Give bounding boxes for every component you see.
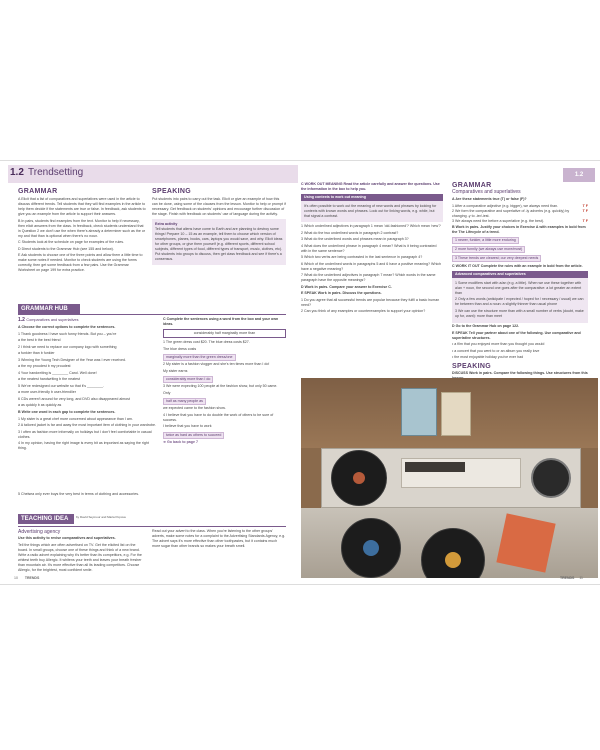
extra-activity-text: Tell students that aliens have come to Earth and are planning to destroy some things! Prepare 10 – 15 as an example, tell them to choose which version of smartphones, planes, books, cars, laptops you would save, and why. Elicit ideas for other groups, or give them yourself (e.g. different sports, different school subjects, different types of food, different types of transport, music, clothes, etc). Put students into groups to discuss, then get class feedback and see if there's a consensus. (155, 227, 283, 261)
record-sleeve-orange (496, 513, 555, 572)
page-tab: 1.2 (563, 168, 595, 182)
exercise-a-item: 2 I think we need to replace our company logo with something (18, 344, 117, 349)
exercise-a-item: 5 We've redesigned our website so that it's ________. (18, 383, 105, 388)
true-false-statement: 1 After a comparative adjective (e.g. bigger), we always need than. (452, 203, 559, 208)
true-false-row (452, 219, 588, 224)
record-label-icon (353, 472, 365, 484)
grammar-note: D Direct students to the Grammar Hub (see 155 and below). (18, 246, 114, 251)
true-false-statement: 2 We form the comparative and superlative of -ly adverbs (e.g. quickly) by changing -y to -ier/-iest. (452, 208, 570, 218)
exercise-b-item: 4 In my opinion, having the right image is every bit as important as saying the right thing. (18, 441, 149, 450)
teaching-idea-subtitle: Advertising agency (18, 529, 61, 535)
exercise-e-title: E SPEAK Work in pairs. Discuss the questions. (301, 291, 382, 295)
exercise-b-item: 2 A tailored jacket is far and away the most important item of clothing in your wardrobe. (18, 423, 157, 427)
exercise-c-prompt: The blue dress costs (163, 346, 197, 351)
left-footer (14, 576, 39, 580)
teaching-idea-right (152, 529, 286, 551)
record-label-icon (363, 540, 379, 556)
teaching-idea-title: TEACHING IDEA (18, 514, 74, 524)
advanced-rule: 2 Only a few words (anticipate / expected / hoped for / necessary / usual) we can be between than and a noun: a slightly thinner than usual phone (455, 297, 584, 306)
exercise-c-item: 4 I believe that you have to do double the work of others to be sure of success. (163, 412, 274, 422)
speaker-icon (531, 458, 571, 498)
grammar-note: B In pairs, students find examples from the text. Monitor to help if necessary, then elicit answers from the class. In feedback, check students understand that in Question 2 we don't use the when there's already a determiner such as the or my and that than is optional when there's no noun. (18, 218, 146, 238)
teaching-idea-text2: Read out your advert to the class. When you're listening to the other groups' adverts, make some notes for a complaint to the Advertising Standards Agency, e.g. The advert says it's more effective than other toothpastes, but it contains much more sugar than other brands so makes your breath smell. (152, 529, 286, 548)
speaking-heading: SPEAKING (152, 188, 191, 195)
speak-title: E SPEAK Tell your partner about one of the following. Use comparative and superlative structures. (452, 330, 581, 340)
right-page-number: 11 (579, 576, 584, 580)
justify-title: B Work in pairs. Justify your choices in Exercise A with examples in bold from the The Lifecycle of a trend. (452, 224, 586, 234)
speak-item: • a concert that you went to or an album you really love (452, 348, 540, 353)
teaching-idea-rule (18, 526, 286, 527)
grammar-note: A Elicit that a list of comparatives and superlatives were used in the article to discuss different trends. Tell students that they will find examples in the article to help them decide if the statements are true or false. In feedback, ask students to give you an example from the article to support their answers. (18, 197, 146, 216)
exercise-c-answer: half as many people as (163, 398, 206, 405)
true-false-row (452, 209, 588, 219)
exercise-e-item: 1 Do you agree that all successful trends are popular because they fulfil a basic human need? (301, 297, 440, 307)
record-sleeve-cream (441, 392, 471, 436)
meaning-question: 5 Which two verbs are being contrasted in the last sentence in paragraph 4? (301, 255, 423, 259)
exercise-b-last (18, 492, 286, 499)
teacher-speaking-notes (152, 188, 286, 265)
true-false-title: A Are these statements true (T) or false (F)? (452, 197, 527, 201)
grammar-heading: GRAMMAR (18, 188, 58, 195)
true-false-statement: 3 We always need the before a superlative (e.g. the best). (452, 218, 545, 223)
grammar-note: C Students look at the schedule on page for examples of the rules. (18, 240, 125, 244)
meaning-question: 3 What do the underlined words and phrases mean in paragraph 3? (301, 237, 409, 241)
exercise-c-prompt: we expected came to the fashion show. (163, 406, 226, 410)
exercise-d-text: D Work in pairs. Compare your answer to Exercise C. (301, 284, 392, 289)
exercise-c-heading: C WORK OUT MEANING Read the article carefully and answer the questions. Use the information in the box to help you. (301, 182, 440, 191)
justify-answer: 1 newer, funkier, a little more enduring (452, 237, 519, 244)
meaning-question: 4 What does the underlined phrase in paragraph 4 mean? What is it being contrasted with in the same sentence? (301, 243, 437, 253)
turntable-photo (301, 378, 598, 578)
arrow-right-icon: ➜ (163, 439, 168, 444)
exercise-a-options: a as quickly b as quickly as (18, 403, 62, 407)
word-box: considerably half marginally more than (163, 329, 286, 338)
speak-item: • the most enjoyable holiday you've ever had (452, 355, 524, 359)
hub-section-heading (18, 317, 158, 323)
go-back-link[interactable] (163, 440, 286, 445)
teaching-idea-left (18, 529, 146, 574)
true-false-answer[interactable]: T F (582, 218, 588, 223)
meaning-box-title: Using contexts to work out meaning (301, 194, 443, 201)
record-sleeve-blue (401, 388, 437, 436)
speaking-text: Put students into pairs to carry out the task. Elicit or give an example of how this can be done, using some of the clauses from the lesson. Monitor to help or prompt if necessary. Get feedback on students' opinions and encourage further discussion of the stage. Finish with feedback on students' use of language during the activity. (152, 197, 286, 216)
advanced-rule: 3 We can use the structure more than with a small number of verbs (doubt, make up for, want): more than meet (455, 308, 584, 318)
exercise-c-title: C Complete the sentences using a word from the box and your own ideas. (163, 317, 279, 326)
left-footer-label: TRENDS (24, 576, 40, 580)
grammar-column (452, 182, 588, 409)
exercise-a-item: 1 Thank goodness I have such funny friends. But you – you're (18, 331, 117, 336)
grammar-hub-right (163, 317, 286, 446)
exercise-c-answer: twice as hard as others to succeed (163, 432, 224, 439)
grammar-hub-link[interactable]: D Go to the Grammar Hub on page 122. (452, 324, 520, 328)
grammar-hub-left (18, 317, 158, 453)
exercise-a-options: a the best b the best friend (18, 338, 61, 342)
speaking-heading-right: SPEAKING (452, 363, 491, 370)
exercise-a-item: 3 Winning the Young Tech Designer of the Year was I ever received. (18, 357, 127, 362)
meaning-box-text: It's often possible to work out the meaning of new words and phrases by looking for contexts with known words and phrases. Look out for linking words, e.g. while, but that signal a contrast. (301, 201, 443, 222)
work-out-meaning-column (301, 182, 443, 316)
discuss-text: DISCUSS Work in pairs. Compare the following things. Use structures from this (452, 371, 588, 375)
extra-activity-box (152, 219, 286, 265)
exercise-c-prompt: My sister earns (163, 368, 188, 373)
teaching-idea-bold: Use this activity to revise comparatives and superlatives. (18, 536, 116, 540)
exercise-c-item: 2 My sister is a fashion vlogger and she's ten times more than I do! (163, 362, 270, 366)
advanced-box (452, 278, 588, 324)
exercise-a-options: a funkier than b funkier (18, 351, 55, 355)
hub-section-number: 1.2 (18, 317, 25, 323)
grammar-note: E Ask students to choose one of the three points and allow them a little time to make some notes if needed. Monitor to check students are using the forms correctly, then get some feedback from a few pairs. Use the Grammar Worksheet on page 199 for extra practice. (18, 253, 143, 272)
exercise-c-item: 3 We were expecting 100 people at the fashion show, but only 50 came. (163, 384, 278, 388)
left-page-number: 10 (14, 576, 18, 580)
extra-activity-title: Extra activity (155, 222, 178, 226)
exercise-a-item: 6 CDs weren't around for very long, and DVD also disappeared almost (18, 396, 130, 401)
teacher-grammar-notes (18, 188, 146, 275)
exercise-b-item: 1 My sister is a great chef more concerned about appearance than I am. (18, 416, 133, 421)
exercise-c-answer: considerably more than I do (163, 376, 213, 383)
advanced-box-title: Advanced comparatives and superlatives (452, 271, 588, 278)
exercise-c-prompt: Only (163, 390, 171, 395)
exercise-c-item: 1 The green dress cost $20. The blue dress costs $27. (163, 340, 250, 344)
go-back-label: Go back to page 7 (167, 439, 198, 444)
meaning-question: 1 Which underlined adjectives in paragraph 1 mean 'old-fashioned'? Which mean 'new'? (301, 224, 441, 228)
exercise-a-options: a the my proudest b my proudest (18, 364, 71, 368)
meaning-question: 6 Which of the underlined words in paragraphs 5 and 6 have a positive meaning? Which have a negative meaning? (301, 261, 442, 271)
meaning-question: 2 What do the two underlined words in paragraph 2 contrast? (301, 230, 399, 235)
teaching-idea-byline: by David Seymour and Maria Popova (76, 515, 126, 519)
exercise-e-item: 2 Can you think of any examples or counterexamples to support your opinion? (301, 309, 426, 313)
exercise-a-options: a the neatest handwriting b the neatest (18, 377, 80, 381)
grammar-heading-right: GRAMMAR (452, 182, 492, 189)
advanced-rule: 1 Some modifiers start with a/an (e.g. a little). When we use these together with a/an + noun, the second one goes after the comparative: a lot greater an extent than (455, 280, 582, 295)
true-false-answer[interactable]: T F (582, 208, 588, 213)
grammar-subheading: Comparatives and superlatives (452, 189, 521, 195)
teaching-idea-text: Tell the things which are often advertised on TV. Get the elicited list on the board. In small groups, choose one of these things and think of a new brand. Write a radio advert explaining why it's better than its competitors, e.g. For the whitest teeth buy Allergic. It whitens your teeth and leaves your breath fresher than mountain air. It's more effective than all its leading competitors. Choose Allergic, for the brightest, most confident smile. (18, 542, 142, 572)
meaning-question: 7 What do the underlined adjectives in paragraph 7 mean? Which words in the same paragraph have the opposite meanings? (301, 273, 436, 282)
exercise-b-item: 5 Chelsea only ever buys the very best in terms of clothing and accessories. (18, 492, 140, 496)
exercise-a-title: A Choose the correct options to complete the sentences. (18, 325, 116, 329)
grammar-hub-rule (18, 314, 286, 315)
justify-answer: 3 These trends are clearest; our very deepest needs (452, 255, 541, 262)
exercise-c-answer: marginally more than the green dress/one (163, 354, 236, 361)
exercise-a-item: 4 Your handwriting is ________ Carol. Well done! (18, 370, 97, 375)
grammar-hub-title: GRAMMAR HUB (18, 304, 80, 314)
unit-title: Trendsetting (28, 167, 84, 178)
right-footer-label: TRENDS (560, 576, 575, 580)
exercise-b-item: 3 I often as fashion more informally on holidays but I don't feel comfortable in casual clothes. (18, 429, 152, 439)
unit-number: 1.2 (10, 167, 24, 178)
record-label-icon (445, 552, 461, 568)
speak-item: • a film that you enjoyed more than you thought you would (452, 342, 545, 346)
exercise-c-prompt: I believe that you have to work (163, 424, 212, 428)
justify-answer: 2 more funnily (we always use more/most) (452, 246, 525, 253)
hub-section-title: Comparatives and superlatives (26, 318, 79, 322)
exercise-a-options: a more user-friendly b user-friendlier (18, 390, 76, 394)
work-it-out-title: C WORK IT OUT Complete the rules with an example in bold from the article. (452, 264, 583, 268)
receiver-display (405, 462, 465, 472)
exercise-b-title: B Write one word in each gap to complete the sentences. (18, 410, 116, 414)
right-footer (560, 576, 583, 580)
true-false-answer[interactable]: T F (582, 203, 588, 208)
